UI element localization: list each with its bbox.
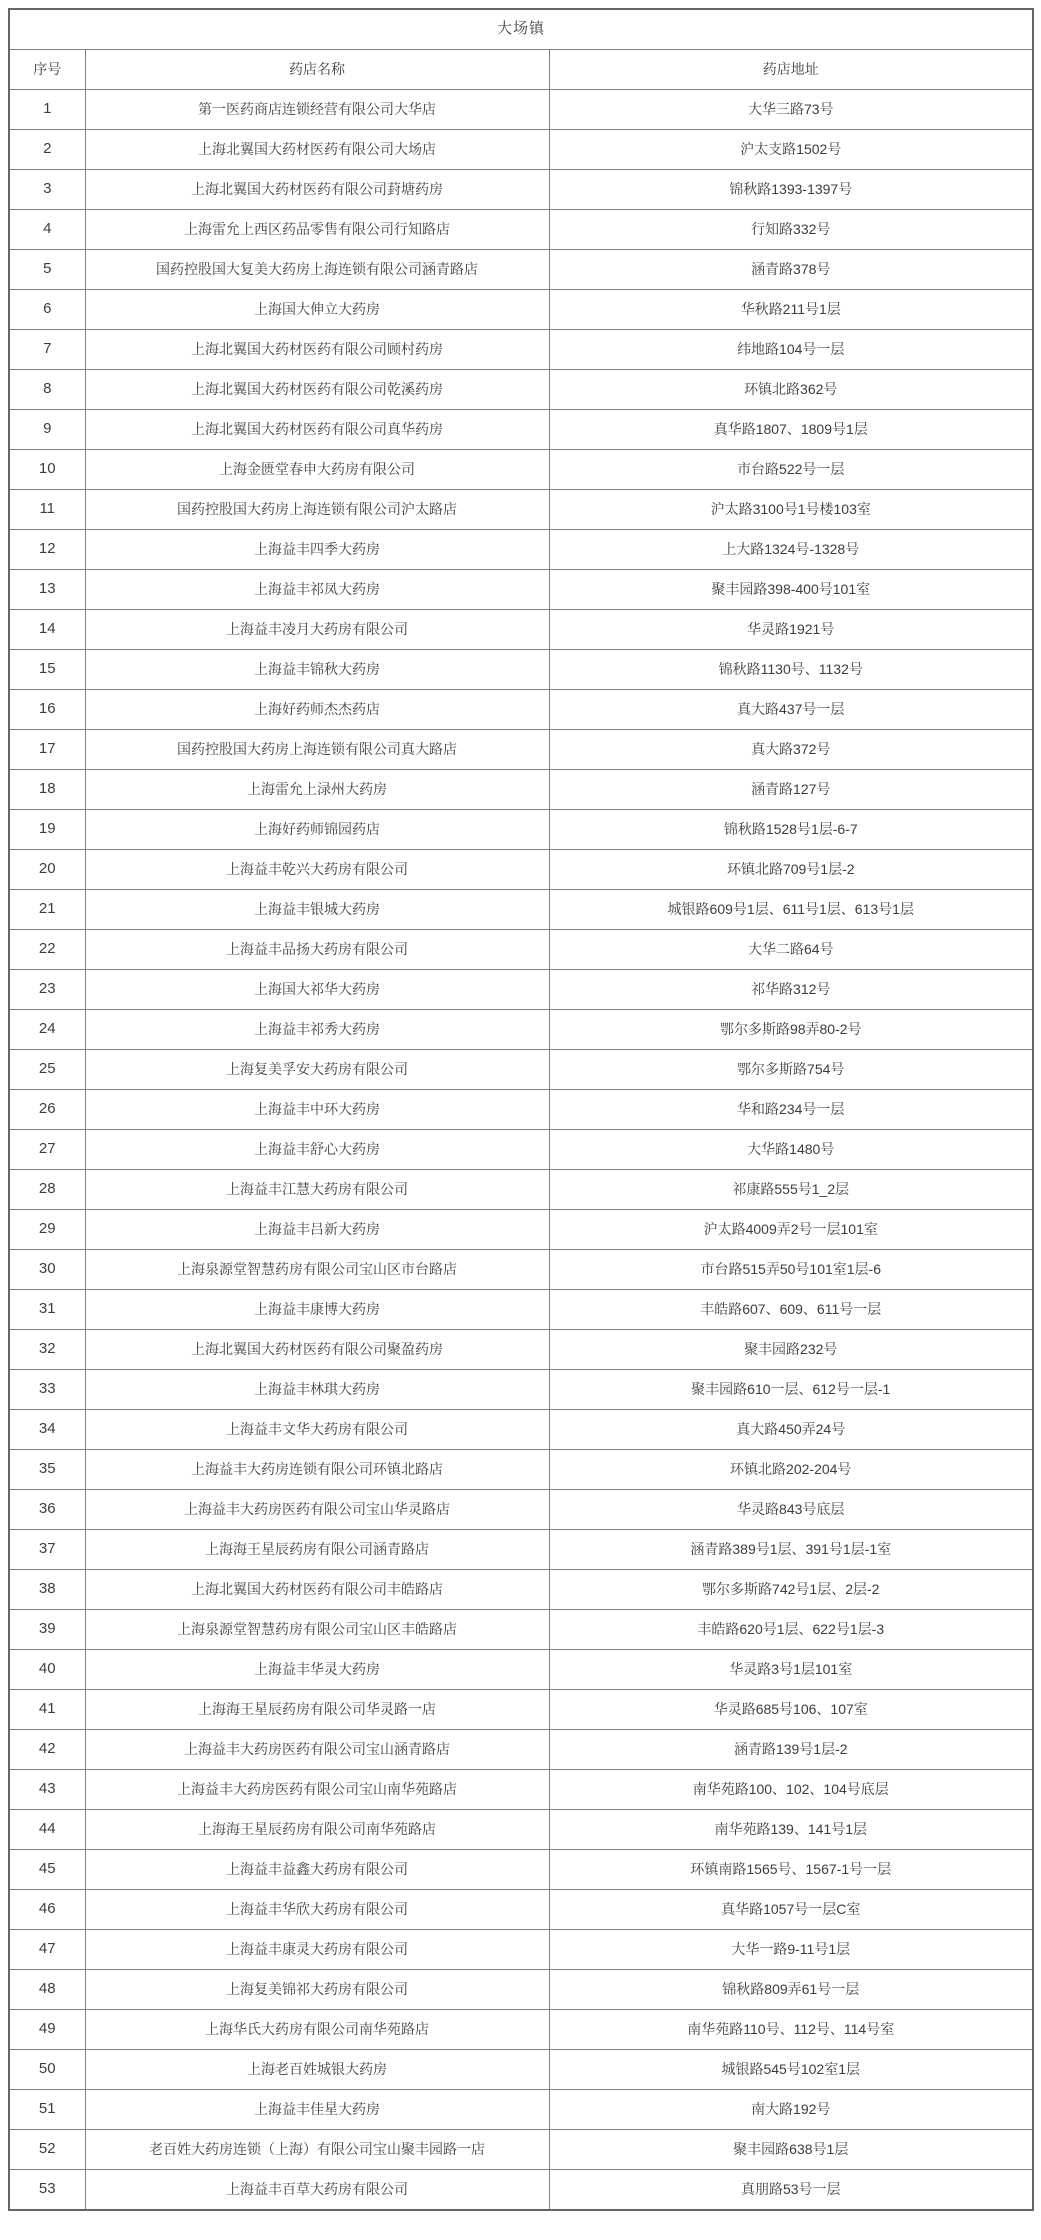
table-row [9, 930, 1033, 970]
row-number-cell: 24 [9, 1010, 85, 1050]
table-row [9, 2010, 1033, 2050]
pharmacy-name-cell: 上海益丰华欣大药房有限公司 [85, 1890, 549, 1930]
pharmacy-name-cell: 上海好药师锦园药店 [85, 810, 549, 850]
pharmacy-name-cell: 上海北翼国大药材医药有限公司顾村药房 [85, 330, 549, 370]
row-number-cell: 50 [9, 2050, 85, 2090]
pharmacy-address-cell: 市台路522号一层 [549, 450, 1033, 490]
pharmacy-address-cell: 祁康路555号1_2层 [549, 1170, 1033, 1210]
row-number-cell: 32 [9, 1330, 85, 1370]
table-row [9, 210, 1033, 250]
row-number-cell: 25 [9, 1050, 85, 1090]
pharmacy-name-cell: 上海北翼国大药材医药有限公司葑塘药房 [85, 170, 549, 210]
pharmacy-address-cell: 大华二路64号 [549, 930, 1033, 970]
row-number-cell: 52 [9, 2130, 85, 2170]
pharmacy-address-cell: 真大路372号 [549, 730, 1033, 770]
pharmacy-address-cell: 聚丰园路232号 [549, 1330, 1033, 1370]
row-number-cell: 6 [9, 290, 85, 330]
row-number-cell: 51 [9, 2090, 85, 2130]
row-number-cell: 47 [9, 1930, 85, 1970]
table-row [9, 730, 1033, 770]
table-row [9, 1810, 1033, 1850]
pharmacy-address-cell: 城银路545号102室1层 [549, 2050, 1033, 2090]
pharmacy-address-cell: 华和路234号一层 [549, 1090, 1033, 1130]
pharmacy-address-cell: 涵青路139号1层-2 [549, 1730, 1033, 1770]
row-number-cell: 35 [9, 1450, 85, 1490]
row-number-cell: 46 [9, 1890, 85, 1930]
table-row [9, 1650, 1033, 1690]
table-row [9, 1930, 1033, 1970]
table-row [9, 810, 1033, 850]
pharmacy-address-cell: 鄂尔多斯路98弄80-2号 [549, 1010, 1033, 1050]
row-number-cell: 49 [9, 2010, 85, 2050]
table-row [9, 1490, 1033, 1530]
table-row [9, 2130, 1033, 2170]
pharmacy-name-cell: 上海泉源堂智慧药房有限公司宝山区丰皓路店 [85, 1610, 549, 1650]
row-number-cell: 21 [9, 890, 85, 930]
row-number-cell: 33 [9, 1370, 85, 1410]
pharmacy-address-cell: 环镇北路709号1层-2 [549, 850, 1033, 890]
row-number-cell: 42 [9, 1730, 85, 1770]
table-row [9, 1890, 1033, 1930]
table-row [9, 530, 1033, 570]
pharmacy-address-cell: 环镇北路202-204号 [549, 1450, 1033, 1490]
pharmacy-name-cell: 上海益丰舒心大药房 [85, 1130, 549, 1170]
pharmacy-address-cell: 鄂尔多斯路754号 [549, 1050, 1033, 1090]
pharmacy-name-cell: 上海益丰佳星大药房 [85, 2090, 549, 2130]
table-row [9, 1170, 1033, 1210]
pharmacy-address-cell: 南大路192号 [549, 2090, 1033, 2130]
table-row [9, 90, 1033, 130]
table-row [9, 1610, 1033, 1650]
table-body [9, 90, 1033, 2211]
row-number-cell: 19 [9, 810, 85, 850]
row-number-cell: 20 [9, 850, 85, 890]
row-number-cell: 10 [9, 450, 85, 490]
pharmacy-name-cell: 上海北翼国大药材医药有限公司大场店 [85, 130, 549, 170]
pharmacy-address-cell: 丰皓路620号1层、622号1层-3 [549, 1610, 1033, 1650]
table-row [9, 1730, 1033, 1770]
pharmacy-name-cell: 上海好药师杰杰药店 [85, 690, 549, 730]
table-title: 大场镇 [9, 9, 1033, 50]
table-row [9, 850, 1033, 890]
pharmacy-name-cell: 上海益丰康博大药房 [85, 1290, 549, 1330]
pharmacy-address-cell: 涵青路389号1层、391号1层-1室 [549, 1530, 1033, 1570]
table-title-row [9, 9, 1033, 50]
table-row [9, 290, 1033, 330]
row-number-cell: 29 [9, 1210, 85, 1250]
pharmacy-address-cell: 鄂尔多斯路742号1层、2层-2 [549, 1570, 1033, 1610]
pharmacy-address-cell: 南华苑路100、102、104号底层 [549, 1770, 1033, 1810]
row-number-cell: 45 [9, 1850, 85, 1890]
pharmacy-address-cell: 聚丰园路398-400号101室 [549, 570, 1033, 610]
pharmacy-address-cell: 华灵路1921号 [549, 610, 1033, 650]
pharmacy-name-cell: 上海益丰江慧大药房有限公司 [85, 1170, 549, 1210]
row-number-cell: 34 [9, 1410, 85, 1450]
pharmacy-address-cell: 市台路515弄50号101室1层-6 [549, 1250, 1033, 1290]
table-row [9, 970, 1033, 1010]
pharmacy-address-cell: 真大路450弄24号 [549, 1410, 1033, 1450]
pharmacy-address-cell: 行知路332号 [549, 210, 1033, 250]
pharmacy-name-cell: 上海益丰银城大药房 [85, 890, 549, 930]
pharmacy-address-cell: 涵青路127号 [549, 770, 1033, 810]
pharmacy-address-cell: 祁华路312号 [549, 970, 1033, 1010]
pharmacy-name-cell: 上海益丰文华大药房有限公司 [85, 1410, 549, 1450]
pharmacy-name-cell: 上海雷允上渌州大药房 [85, 770, 549, 810]
pharmacy-name-cell: 国药控股国大复美大药房上海连锁有限公司涵青路店 [85, 250, 549, 290]
pharmacy-name-cell: 上海益丰康灵大药房有限公司 [85, 1930, 549, 1970]
table-row [9, 170, 1033, 210]
table-row [9, 410, 1033, 450]
table-row [9, 1690, 1033, 1730]
pharmacy-address-cell: 大华路1480号 [549, 1130, 1033, 1170]
pharmacy-name-cell: 上海国大祁华大药房 [85, 970, 549, 1010]
pharmacy-name-cell: 上海益丰乾兴大药房有限公司 [85, 850, 549, 890]
row-number-cell: 41 [9, 1690, 85, 1730]
table-row [9, 1370, 1033, 1410]
row-number-cell: 22 [9, 930, 85, 970]
row-number-cell: 27 [9, 1130, 85, 1170]
table-row [9, 1010, 1033, 1050]
pharmacy-name-cell: 国药控股国大药房上海连锁有限公司真大路店 [85, 730, 549, 770]
row-number-cell: 38 [9, 1570, 85, 1610]
pharmacy-address-cell: 环镇南路1565号、1567-1号一层 [549, 1850, 1033, 1890]
table-row [9, 1970, 1033, 2010]
row-number-cell: 12 [9, 530, 85, 570]
row-number-cell: 28 [9, 1170, 85, 1210]
pharmacy-address-cell: 华秋路211号1层 [549, 290, 1033, 330]
column-header-name: 药店名称 [85, 50, 549, 90]
pharmacy-address-cell: 南华苑路139、141号1层 [549, 1810, 1033, 1850]
pharmacy-name-cell: 上海复美孚安大药房有限公司 [85, 1050, 549, 1090]
table-row [9, 490, 1033, 530]
row-number-cell: 53 [9, 2170, 85, 2211]
pharmacy-address-cell: 沪太路4009弄2号一层101室 [549, 1210, 1033, 1250]
pharmacy-name-cell: 上海益丰大药房医药有限公司宝山涵青路店 [85, 1730, 549, 1770]
pharmacy-name-cell: 上海泉源堂智慧药房有限公司宝山区市台路店 [85, 1250, 549, 1290]
pharmacy-name-cell: 上海金匮堂春申大药房有限公司 [85, 450, 549, 490]
pharmacy-name-cell: 上海北翼国大药材医药有限公司乾溪药房 [85, 370, 549, 410]
table-row [9, 1450, 1033, 1490]
pharmacy-address-cell: 上大路1324号-1328号 [549, 530, 1033, 570]
table-row [9, 250, 1033, 290]
table-row [9, 1770, 1033, 1810]
pharmacy-name-cell: 老百姓大药房连锁（上海）有限公司宝山聚丰园路一店 [85, 2130, 549, 2170]
pharmacy-address-cell: 大华三路73号 [549, 90, 1033, 130]
pharmacy-address-cell: 环镇北路362号 [549, 370, 1033, 410]
row-number-cell: 48 [9, 1970, 85, 2010]
pharmacy-name-cell: 上海海王星辰药房有限公司南华苑路店 [85, 1810, 549, 1850]
pharmacy-address-cell: 沪太路3100号1号楼103室 [549, 490, 1033, 530]
pharmacy-name-cell: 上海益丰四季大药房 [85, 530, 549, 570]
row-number-cell: 2 [9, 130, 85, 170]
pharmacy-name-cell: 上海益丰祁凤大药房 [85, 570, 549, 610]
row-number-cell: 23 [9, 970, 85, 1010]
table-row [9, 1410, 1033, 1450]
row-number-cell: 1 [9, 90, 85, 130]
pharmacy-address-cell: 丰皓路607、609、611号一层 [549, 1290, 1033, 1330]
table-row [9, 1530, 1033, 1570]
table-row [9, 690, 1033, 730]
row-number-cell: 3 [9, 170, 85, 210]
pharmacy-table [8, 8, 1034, 2211]
pharmacy-address-cell: 大华一路9-11号1层 [549, 1930, 1033, 1970]
row-number-cell: 44 [9, 1810, 85, 1850]
row-number-cell: 39 [9, 1610, 85, 1650]
table-header-row [9, 50, 1033, 90]
table-row [9, 2050, 1033, 2090]
table-row [9, 1570, 1033, 1610]
pharmacy-address-cell: 涵青路378号 [549, 250, 1033, 290]
table-row [9, 1330, 1033, 1370]
pharmacy-name-cell: 上海复美锦祁大药房有限公司 [85, 1970, 549, 2010]
pharmacy-name-cell: 上海益丰百草大药房有限公司 [85, 2170, 549, 2211]
row-number-cell: 36 [9, 1490, 85, 1530]
pharmacy-address-cell: 聚丰园路610一层、612号一层-1 [549, 1370, 1033, 1410]
pharmacy-address-cell: 南华苑路110号、112号、114号室 [549, 2010, 1033, 2050]
pharmacy-name-cell: 上海北翼国大药材医药有限公司聚盈药房 [85, 1330, 549, 1370]
table-row [9, 330, 1033, 370]
pharmacy-name-cell: 上海海王星辰药房有限公司涵青路店 [85, 1530, 549, 1570]
row-number-cell: 14 [9, 610, 85, 650]
row-number-cell: 40 [9, 1650, 85, 1690]
column-header-no: 序号 [9, 50, 85, 90]
pharmacy-name-cell: 上海海王星辰药房有限公司华灵路一店 [85, 1690, 549, 1730]
pharmacy-address-cell: 华灵路843号底层 [549, 1490, 1033, 1530]
table-row [9, 1090, 1033, 1130]
row-number-cell: 4 [9, 210, 85, 250]
table-row [9, 2090, 1033, 2130]
table-row [9, 610, 1033, 650]
pharmacy-address-cell: 锦秋路1393-1397号 [549, 170, 1033, 210]
pharmacy-name-cell: 上海国大伸立大药房 [85, 290, 549, 330]
table-row [9, 130, 1033, 170]
pharmacy-address-cell: 沪太支路1502号 [549, 130, 1033, 170]
pharmacy-name-cell: 上海益丰益鑫大药房有限公司 [85, 1850, 549, 1890]
pharmacy-name-cell: 上海益丰锦秋大药房 [85, 650, 549, 690]
pharmacy-name-cell: 上海益丰林琪大药房 [85, 1370, 549, 1410]
table-row [9, 450, 1033, 490]
row-number-cell: 13 [9, 570, 85, 610]
table-row [9, 1290, 1033, 1330]
row-number-cell: 17 [9, 730, 85, 770]
pharmacy-name-cell: 上海雷允上西区药品零售有限公司行知路店 [85, 210, 549, 250]
pharmacy-address-cell: 锦秋路809弄61号一层 [549, 1970, 1033, 2010]
table-row [9, 370, 1033, 410]
row-number-cell: 15 [9, 650, 85, 690]
pharmacy-name-cell: 上海益丰大药房连锁有限公司环镇北路店 [85, 1450, 549, 1490]
row-number-cell: 43 [9, 1770, 85, 1810]
row-number-cell: 16 [9, 690, 85, 730]
pharmacy-address-cell: 真朋路53号一层 [549, 2170, 1033, 2211]
table-row [9, 1130, 1033, 1170]
row-number-cell: 7 [9, 330, 85, 370]
row-number-cell: 26 [9, 1090, 85, 1130]
pharmacy-address-cell: 锦秋路1528号1层-6-7 [549, 810, 1033, 850]
table-row [9, 1250, 1033, 1290]
row-number-cell: 37 [9, 1530, 85, 1570]
row-number-cell: 9 [9, 410, 85, 450]
pharmacy-address-cell: 真大路437号一层 [549, 690, 1033, 730]
row-number-cell: 5 [9, 250, 85, 290]
table-row [9, 650, 1033, 690]
pharmacy-name-cell: 上海北翼国大药材医药有限公司丰皓路店 [85, 1570, 549, 1610]
row-number-cell: 31 [9, 1290, 85, 1330]
table-row [9, 1050, 1033, 1090]
table-row [9, 2170, 1033, 2211]
column-header-address: 药店地址 [549, 50, 1033, 90]
pharmacy-address-cell: 聚丰园路638号1层 [549, 2130, 1033, 2170]
row-number-cell: 18 [9, 770, 85, 810]
pharmacy-name-cell: 上海益丰凌月大药房有限公司 [85, 610, 549, 650]
row-number-cell: 30 [9, 1250, 85, 1290]
table-row [9, 890, 1033, 930]
pharmacy-name-cell: 上海益丰大药房医药有限公司宝山华灵路店 [85, 1490, 549, 1530]
pharmacy-name-cell: 上海益丰华灵大药房 [85, 1650, 549, 1690]
table-row [9, 570, 1033, 610]
pharmacy-name-cell: 上海益丰中环大药房 [85, 1090, 549, 1130]
pharmacy-address-cell: 城银路609号1层、611号1层、613号1层 [549, 890, 1033, 930]
pharmacy-address-cell: 华灵路3号1层101室 [549, 1650, 1033, 1690]
pharmacy-address-cell: 真华路1807、1809号1层 [549, 410, 1033, 450]
pharmacy-address-cell: 纬地路104号一层 [549, 330, 1033, 370]
table-row [9, 1850, 1033, 1890]
pharmacy-name-cell: 第一医药商店连锁经营有限公司大华店 [85, 90, 549, 130]
pharmacy-name-cell: 上海华氏大药房有限公司南华苑路店 [85, 2010, 549, 2050]
pharmacy-name-cell: 上海北翼国大药材医药有限公司真华药房 [85, 410, 549, 450]
pharmacy-address-cell: 锦秋路1130号、1132号 [549, 650, 1033, 690]
row-number-cell: 11 [9, 490, 85, 530]
pharmacy-address-cell: 真华路1057号一层C室 [549, 1890, 1033, 1930]
row-number-cell: 8 [9, 370, 85, 410]
pharmacy-name-cell: 上海益丰吕新大药房 [85, 1210, 549, 1250]
table-row [9, 1210, 1033, 1250]
pharmacy-name-cell: 国药控股国大药房上海连锁有限公司沪太路店 [85, 490, 549, 530]
pharmacy-name-cell: 上海益丰祁秀大药房 [85, 1010, 549, 1050]
pharmacy-name-cell: 上海益丰品扬大药房有限公司 [85, 930, 549, 970]
pharmacy-name-cell: 上海益丰大药房医药有限公司宝山南华苑路店 [85, 1770, 549, 1810]
pharmacy-name-cell: 上海老百姓城银大药房 [85, 2050, 549, 2090]
table-row [9, 770, 1033, 810]
pharmacy-address-cell: 华灵路685号106、107室 [549, 1690, 1033, 1730]
